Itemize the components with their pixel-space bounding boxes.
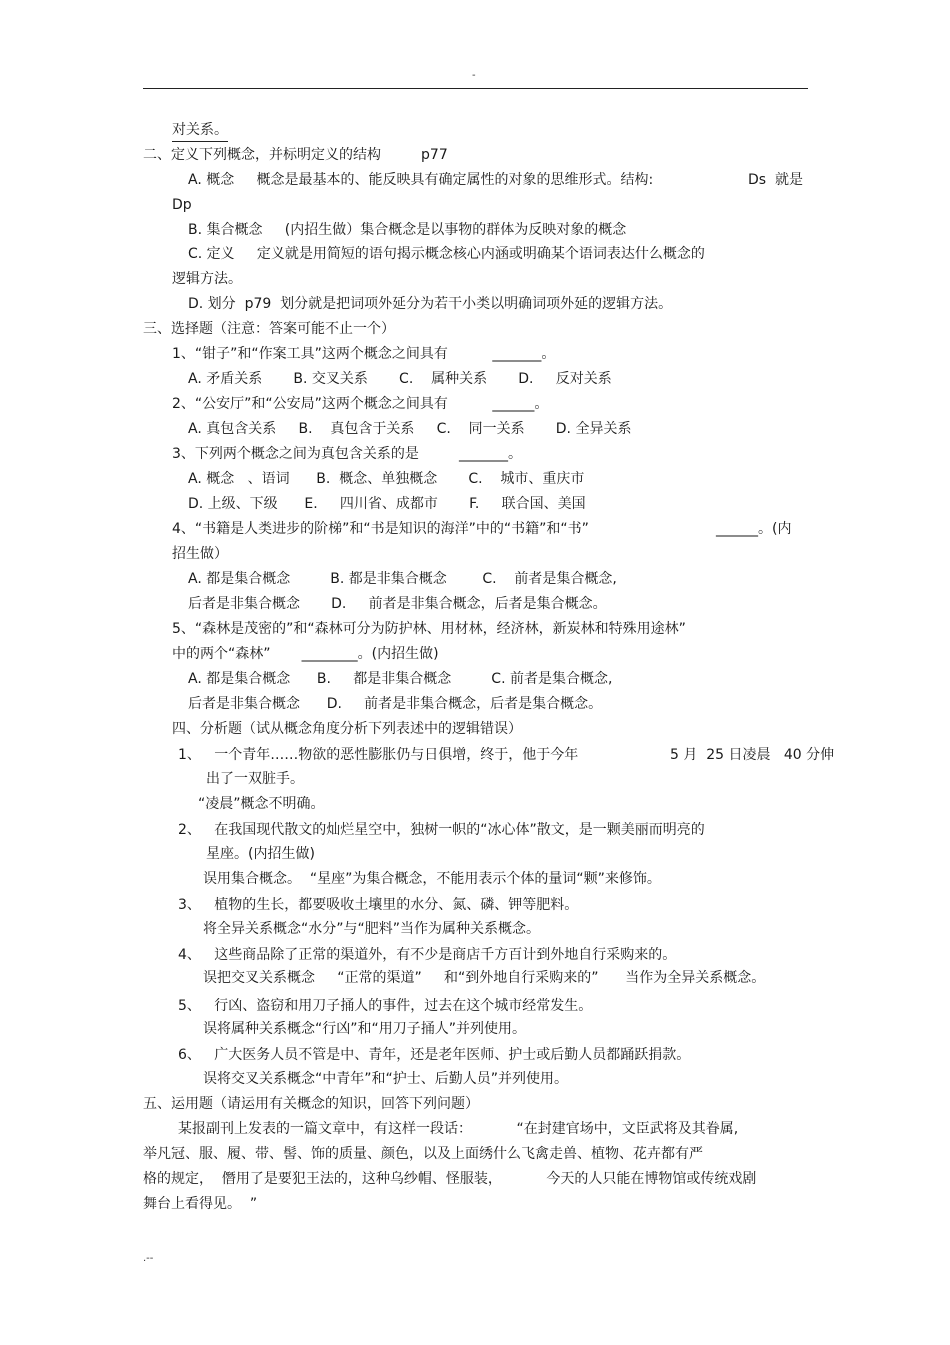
- option-line: A. 矛盾关系 B. 交叉关系 C. 属种关系 D. 反对关系: [188, 371, 612, 387]
- analysis-answer: 将全异关系概念“水分”与“肥料”当作为属种关系概念。: [203, 921, 541, 937]
- paragraph-line: 格的规定， 僭用了是要犯王法的，这种乌纱帽、怪服装， 今天的人只能在博物馆或传统戏剧: [143, 1171, 757, 1187]
- analysis-answer: 误用集合概念。 “星座”为集合概念，不能用表示个体的量词“颗”来修饰。: [203, 871, 661, 887]
- footer-mark: .--: [143, 1253, 154, 1264]
- question-text: 5、“森林是茂密的”和“森林可分为防护林、用材林，经济林，新炭林和特殊用途林”: [172, 621, 686, 637]
- question-text: 4、“书籍是人类进步的阶梯”和“书是知识的海洋”中的“书籍”和“书”: [172, 521, 589, 537]
- analysis-answer: 误把交叉关系概念 “正常的渠道” 和“到外地自行采购来的” 当作为全异关系概念。: [203, 970, 766, 986]
- text-line: Dp: [172, 197, 192, 213]
- analysis-answer: “凌晨”概念不明确。: [198, 796, 325, 812]
- option-line: A. 概念 、语词 B. 概念、单独概念 C. 城市、重庆市: [188, 471, 585, 487]
- header-mark: -: [472, 70, 476, 81]
- text-line-right: 5 月 25 日凌晨 40 分伸: [670, 747, 835, 763]
- section-heading: 二、定义下列概念，并标明定义的结构 p77: [143, 147, 448, 163]
- text-line: C. 定义 定义就是用简短的语句揭示概念核心内涵或明确某个语词表达什么概念的: [188, 246, 705, 262]
- section-heading: 三、选择题（注意：答案可能不止一个）: [143, 321, 395, 337]
- analysis-item: 3、 植物的生长，都要吸收土壤里的水分、氮、磷、钾等肥料。: [178, 897, 579, 913]
- text-line-right: ______。(内: [716, 521, 792, 537]
- option-line: A. 真包含关系 B. 真包含于关系 C. 同一关系 D. 全异关系: [188, 421, 632, 437]
- text-line-right: Ds 就是: [748, 172, 803, 188]
- section-heading: 五、运用题（请运用有关概念的知识，回答下列问题）: [143, 1096, 479, 1112]
- option-line: A. 都是集合概念 B. 都是非集合概念 C. 前者是集合概念,: [188, 571, 617, 587]
- option-line: 后者是非集合概念 D. 前者是非集合概念，后者是集合概念。: [188, 596, 607, 612]
- paragraph-line: 举凡冠、服、履、带、髻、饰的质量、颜色，以及上面绣什么飞禽走兽、植物、花卉都有严: [143, 1146, 703, 1162]
- analysis-answer: 误将交叉关系概念“中青年”和“护士、后勤人员”并列使用。: [203, 1071, 569, 1087]
- question-text: 2、“公安厅”和“公安局”这两个概念之间具有 ______。: [172, 396, 549, 412]
- text-line: 星座。(内招生做): [206, 846, 315, 862]
- header-rule: [143, 88, 808, 89]
- analysis-item: 2、 在我国现代散文的灿烂星空中，独树一帜的“冰心体”散文，是一颗美丽而明亮的: [178, 822, 705, 838]
- text-line: 招生做）: [172, 546, 228, 562]
- text-line: 对关系。: [172, 120, 228, 142]
- text-line: B. 集合概念 (内招生做）集合概念是以事物的群体为反映对象的概念: [188, 222, 627, 238]
- paragraph-line: 某报副刊上发表的一篇文章中，有这样一段话： “在封建官场中，文臣武将及其眷属,: [178, 1121, 739, 1137]
- question-text: 中的两个“森林” ________。(内招生做): [172, 646, 439, 662]
- analysis-item: 4、 这些商品除了正常的渠道外，有不少是商店千方百计到外地自行采购来的。: [178, 947, 677, 963]
- section-heading: 四、分析题（试从概念角度分析下列表述中的逻辑错误）: [172, 721, 522, 737]
- analysis-item: 6、 广大医务人员不管是中、青年，还是老年医师、护士或后勤人员都踊跃捐款。: [178, 1047, 691, 1063]
- option-line: 后者是非集合概念 D. 前者是非集合概念，后者是集合概念。: [188, 696, 603, 712]
- text-line: A. 概念 概念是最基本的、能反映具有确定属性的对象的思维形式。结构:: [188, 172, 654, 188]
- option-line: D. 上级、下级 E. 四川省、成都市 F. 联合国、美国: [188, 496, 586, 512]
- paragraph-line: 舞台上看得见。 ”: [143, 1196, 258, 1212]
- analysis-item: 1、 一个青年……物欲的恶性膨胀仍与日俱增，终于，他于今年: [178, 747, 579, 763]
- text-line: 逻辑方法。: [172, 271, 242, 287]
- option-line: A. 都是集合概念 B. 都是非集合概念 C. 前者是集合概念,: [188, 671, 613, 687]
- analysis-item: 5、 行凶、盗窃和用刀子捅人的事件，过去在这个城市经常发生。: [178, 998, 593, 1014]
- text-line: 出了一双脏手。: [206, 771, 304, 787]
- question-text: 1、“钳子”和“作案工具”这两个概念之间具有 _______。: [172, 346, 556, 362]
- question-text: 3、下列两个概念之间为真包含关系的是 _______。: [172, 446, 522, 462]
- analysis-answer: 误将属种关系概念“行凶”和“用刀子捅人”并列使用。: [203, 1021, 527, 1037]
- text-line: D. 划分 p79 划分就是把词项外延分为若干小类以明确词项外延的逻辑方法。: [188, 296, 673, 312]
